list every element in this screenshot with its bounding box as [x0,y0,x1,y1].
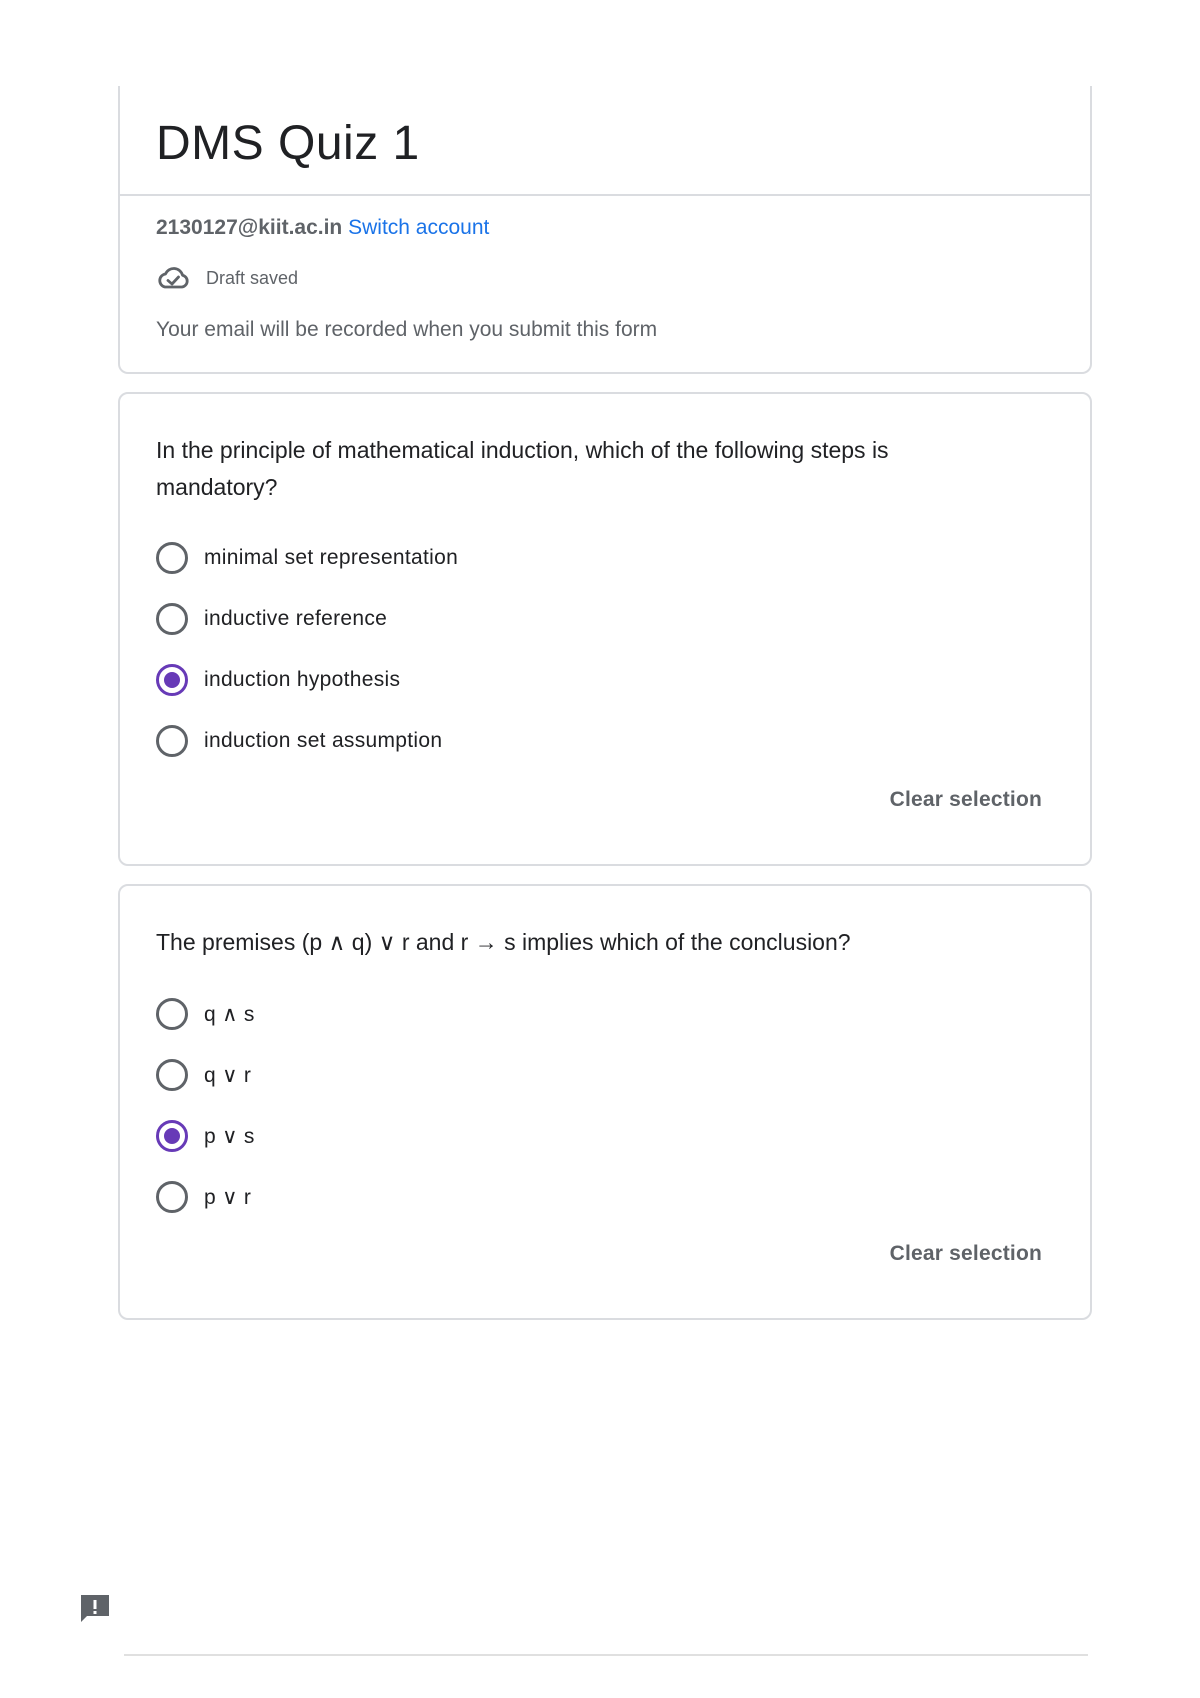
option-label: induction hypothesis [204,668,401,691]
radio-button[interactable] [156,542,188,574]
option-label: q ∨ r [204,1063,252,1087]
switch-account-link[interactable]: Switch account [348,216,490,239]
question-text: The premises (p ∧ q) ∨ r and r → s implies which of the conclusion? [156,929,851,955]
option-label: inductive reference [204,607,388,630]
option-p-or-s[interactable] [156,1120,255,1152]
radio-button[interactable] [156,998,188,1030]
feedback-icon[interactable] [78,1592,112,1626]
option-minimal-set-representation[interactable] [156,542,458,574]
option-label: q ∧ s [204,1002,255,1026]
option-q-and-s[interactable] [156,998,255,1030]
radio-button-selected[interactable] [156,1120,188,1152]
radio-button[interactable] [156,725,188,757]
draft-status [156,266,298,290]
clear-selection-button[interactable]: Clear selection [889,1242,1042,1265]
email-recorded-note: Your email will be recorded when you submit this form [156,318,658,341]
option-induction-set-assumption[interactable] [156,725,442,757]
draft-status-text: Draft saved [206,267,299,288]
question-text: In the principle of mathematical induction, which of the following steps is mandatory? [156,437,889,500]
option-induction-hypothesis[interactable] [156,664,400,696]
question-card-1 [118,392,1092,866]
account-line [156,216,489,240]
cloud-done-icon [156,266,190,290]
option-label: p ∨ s [204,1124,255,1148]
account-email: 2130127@kiit.ac.in [156,216,343,239]
clear-selection-button[interactable]: Clear selection [889,788,1042,811]
footer-divider [124,1654,1088,1656]
option-label: minimal set representation [204,546,459,569]
radio-button[interactable] [156,603,188,635]
option-label: p ∨ r [204,1185,252,1209]
radio-button-selected[interactable] [156,664,188,696]
option-q-or-r[interactable] [156,1059,251,1091]
option-p-or-r[interactable] [156,1181,251,1213]
question-card-2 [118,884,1092,1320]
option-inductive-reference[interactable] [156,603,387,635]
header-divider [120,194,1090,196]
form-title: DMS Quiz 1 [156,117,420,170]
radio-button[interactable] [156,1181,188,1213]
radio-button[interactable] [156,1059,188,1091]
form-header-card [118,86,1092,374]
option-label: induction set assumption [204,729,443,752]
